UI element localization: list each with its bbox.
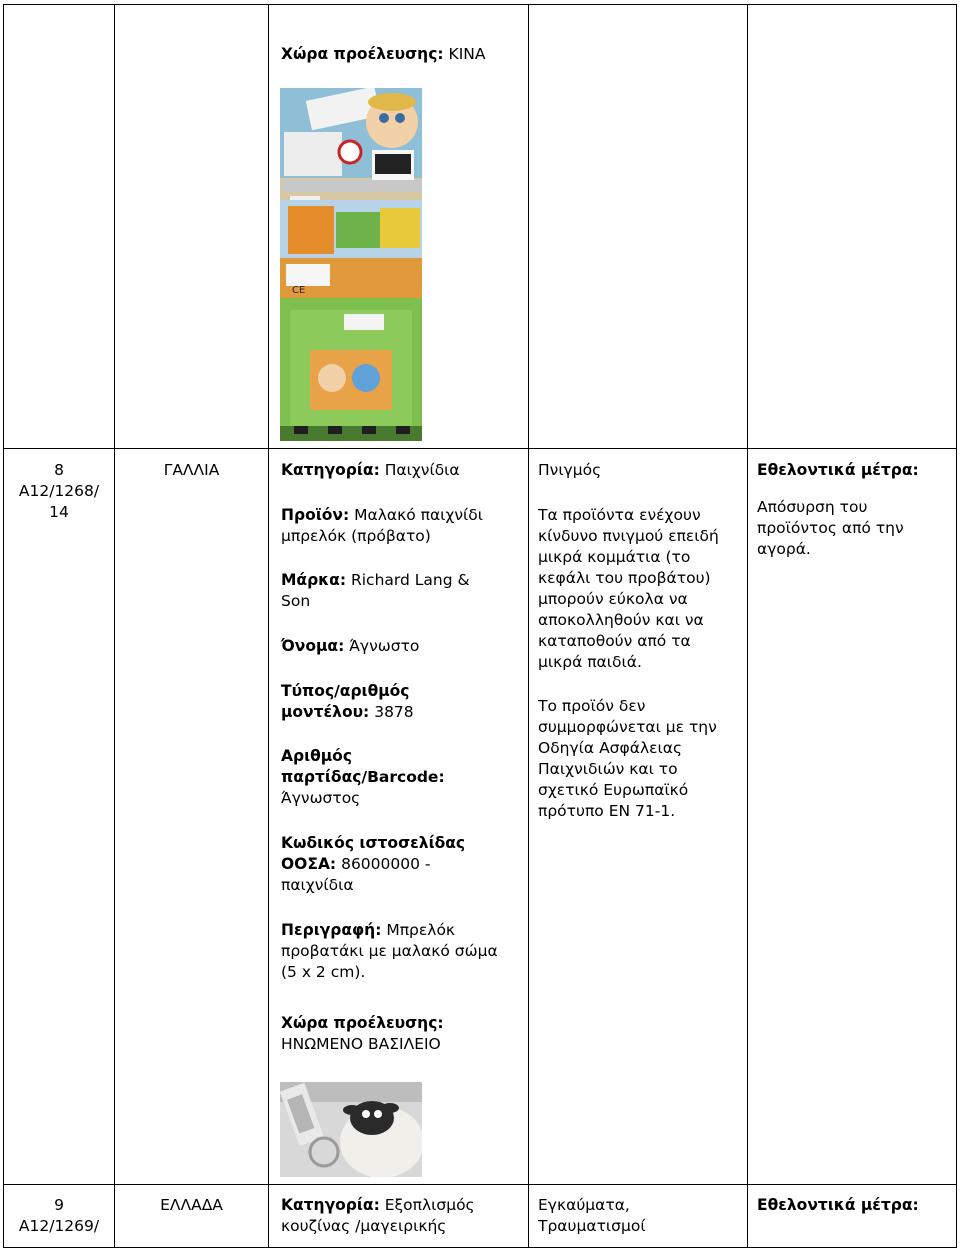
row9-product-cell: [281, 1195, 521, 1237]
description-value-cont: (5 x 2 cm).: [281, 963, 366, 981]
risk-type: Πνιγμός: [538, 461, 602, 479]
measures-label: Εθελοντικά μέτρα:: [757, 1196, 919, 1214]
grid-line: [114, 4, 115, 1248]
row8-product-cell: [281, 460, 521, 481]
compliance-line: Το προϊόν δεν: [538, 697, 646, 715]
grid-line: [3, 448, 957, 449]
batch-value: Άγνωστος: [281, 789, 361, 807]
brand-block: [281, 570, 521, 612]
risk-type: Εγκαύματα,: [538, 1196, 630, 1214]
notifying-country: ΕΛΛΑΔΑ: [160, 1196, 223, 1214]
grid-line: [747, 4, 748, 1248]
grid-line: [956, 4, 957, 1248]
measures-value: [757, 497, 952, 560]
compliance-line: πρότυπο EN 71-1.: [538, 802, 676, 820]
brand-value-cont: Son: [281, 592, 311, 610]
origin-label: Χώρα προέλευσης:: [281, 1014, 444, 1032]
category-label: Κατηγορία:: [281, 461, 380, 479]
product-value-cont: μπρελόκ (πρόβατο): [281, 527, 431, 545]
notification-reference-year: 14: [49, 503, 69, 521]
row9-measures-cell: [757, 1195, 952, 1216]
origin-label: Χώρα προέλευσης:: [281, 45, 444, 63]
grid-line: [3, 1247, 957, 1248]
name-block: [281, 636, 521, 657]
risk-line: κεφάλι του προβάτου): [538, 569, 711, 587]
grid-line: [528, 4, 529, 1248]
row8-risk-cell: [538, 460, 743, 481]
svg-text:CE: CE: [292, 285, 306, 296]
compliance-description: [538, 696, 743, 822]
row-number: 9: [54, 1196, 64, 1214]
grid-line: [268, 4, 269, 1248]
product-value: Μαλακό παιχνίδι: [354, 506, 484, 524]
row9-number-cell: [4, 1195, 114, 1237]
notification-reference: A12/1269/: [18, 1217, 100, 1235]
grid-line: [3, 4, 4, 1248]
compliance-line: συμμορφώνεται με την: [538, 718, 717, 736]
grid-line: [3, 4, 957, 5]
row8-measures-cell: [757, 460, 952, 481]
risk-line: καταποθούν από τα: [538, 632, 691, 650]
model-label: Τύπος/αριθμός: [281, 682, 410, 700]
description-value-cont: προβατάκι με μαλακό σώμα: [281, 942, 498, 960]
row8-country-cell: [115, 460, 268, 481]
name-value: Άγνωστο: [349, 637, 420, 655]
risk-line: μικρά παιδιά.: [538, 653, 642, 671]
category-value: Εξοπλισμός: [384, 1196, 475, 1214]
origin-block: [281, 1013, 521, 1055]
model-block: [281, 681, 521, 723]
measures-label: Εθελοντικά μέτρα:: [757, 461, 919, 479]
oosa-value-cont: παιχνίδια: [281, 876, 354, 894]
measures-line: Απόσυρση του: [757, 498, 868, 516]
risk-line: Τα προϊόντα ενέχουν: [538, 506, 701, 524]
risk-line: μπορούν εύκολα να: [538, 590, 688, 608]
origin-value: ΚΙΝΑ: [448, 45, 486, 63]
batch-block: [281, 746, 521, 809]
model-label-cont: μοντέλου:: [281, 703, 370, 721]
oosa-label: Κωδικός ιστοσελίδας: [281, 834, 466, 852]
brand-label: Μάρκα:: [281, 571, 347, 589]
grid-line: [3, 1184, 957, 1185]
description-value: Μπρελόκ: [386, 921, 456, 939]
risk-line: μικρά κομμάτια (το: [538, 548, 691, 566]
notifying-country: ΓΑΛΛΙΑ: [163, 461, 220, 479]
product-photo-puzzle-mat: [280, 88, 422, 441]
compliance-line: Παιχνιδιών και το: [538, 760, 678, 778]
compliance-line: σχετικό Ευρωπαϊκό: [538, 781, 689, 799]
category-line: [281, 460, 521, 481]
oosa-label-cont: ΟΟΣΑ:: [281, 855, 337, 873]
product-block: [281, 505, 521, 547]
compliance-line: Οδηγία Ασφάλειας: [538, 739, 683, 757]
name-label: Όνομα:: [281, 637, 345, 655]
measures-line: προϊόντος από την: [757, 519, 904, 537]
oosa-block: [281, 833, 521, 896]
product-photo-sheep-keyring: [280, 1082, 422, 1177]
risk-description: [538, 505, 743, 673]
risk-line: αποκολληθούν και να: [538, 611, 704, 629]
notification-reference: A12/1268/: [18, 482, 100, 500]
category-label: Κατηγορία:: [281, 1196, 380, 1214]
origin-value: ΗΝΩΜΕΝΟ ΒΑΣΙΛΕΙΟ: [281, 1035, 441, 1053]
description-label: Περιγραφή:: [281, 921, 382, 939]
sheep-keyring-image: [280, 1082, 422, 1177]
row9-country-cell: [115, 1195, 268, 1216]
row-number: 8: [54, 461, 64, 479]
category-value-cont: κουζίνας /μαγειρικής: [281, 1217, 447, 1235]
oosa-value: 86000000 -: [341, 855, 431, 873]
measures-line: αγορά.: [757, 540, 811, 558]
puzzle-mat-image: [280, 88, 422, 441]
description-block: [281, 920, 521, 983]
category-value: Παιχνίδια: [384, 461, 460, 479]
batch-label-cont: παρτίδας/Barcode:: [281, 768, 445, 786]
model-value: 3878: [374, 703, 414, 721]
brand-value: Richard Lang &: [350, 571, 470, 589]
row8-number-cell: [4, 460, 114, 523]
risk-type-cont: Τραυματισμοί: [538, 1217, 646, 1235]
risk-line: κίνδυνο πνιγμού επειδή: [538, 527, 719, 545]
product-label: Προϊόν:: [281, 506, 350, 524]
row9-risk-cell: [538, 1195, 743, 1237]
top-origin: [281, 44, 485, 65]
batch-label: Αριθμός: [281, 747, 353, 765]
